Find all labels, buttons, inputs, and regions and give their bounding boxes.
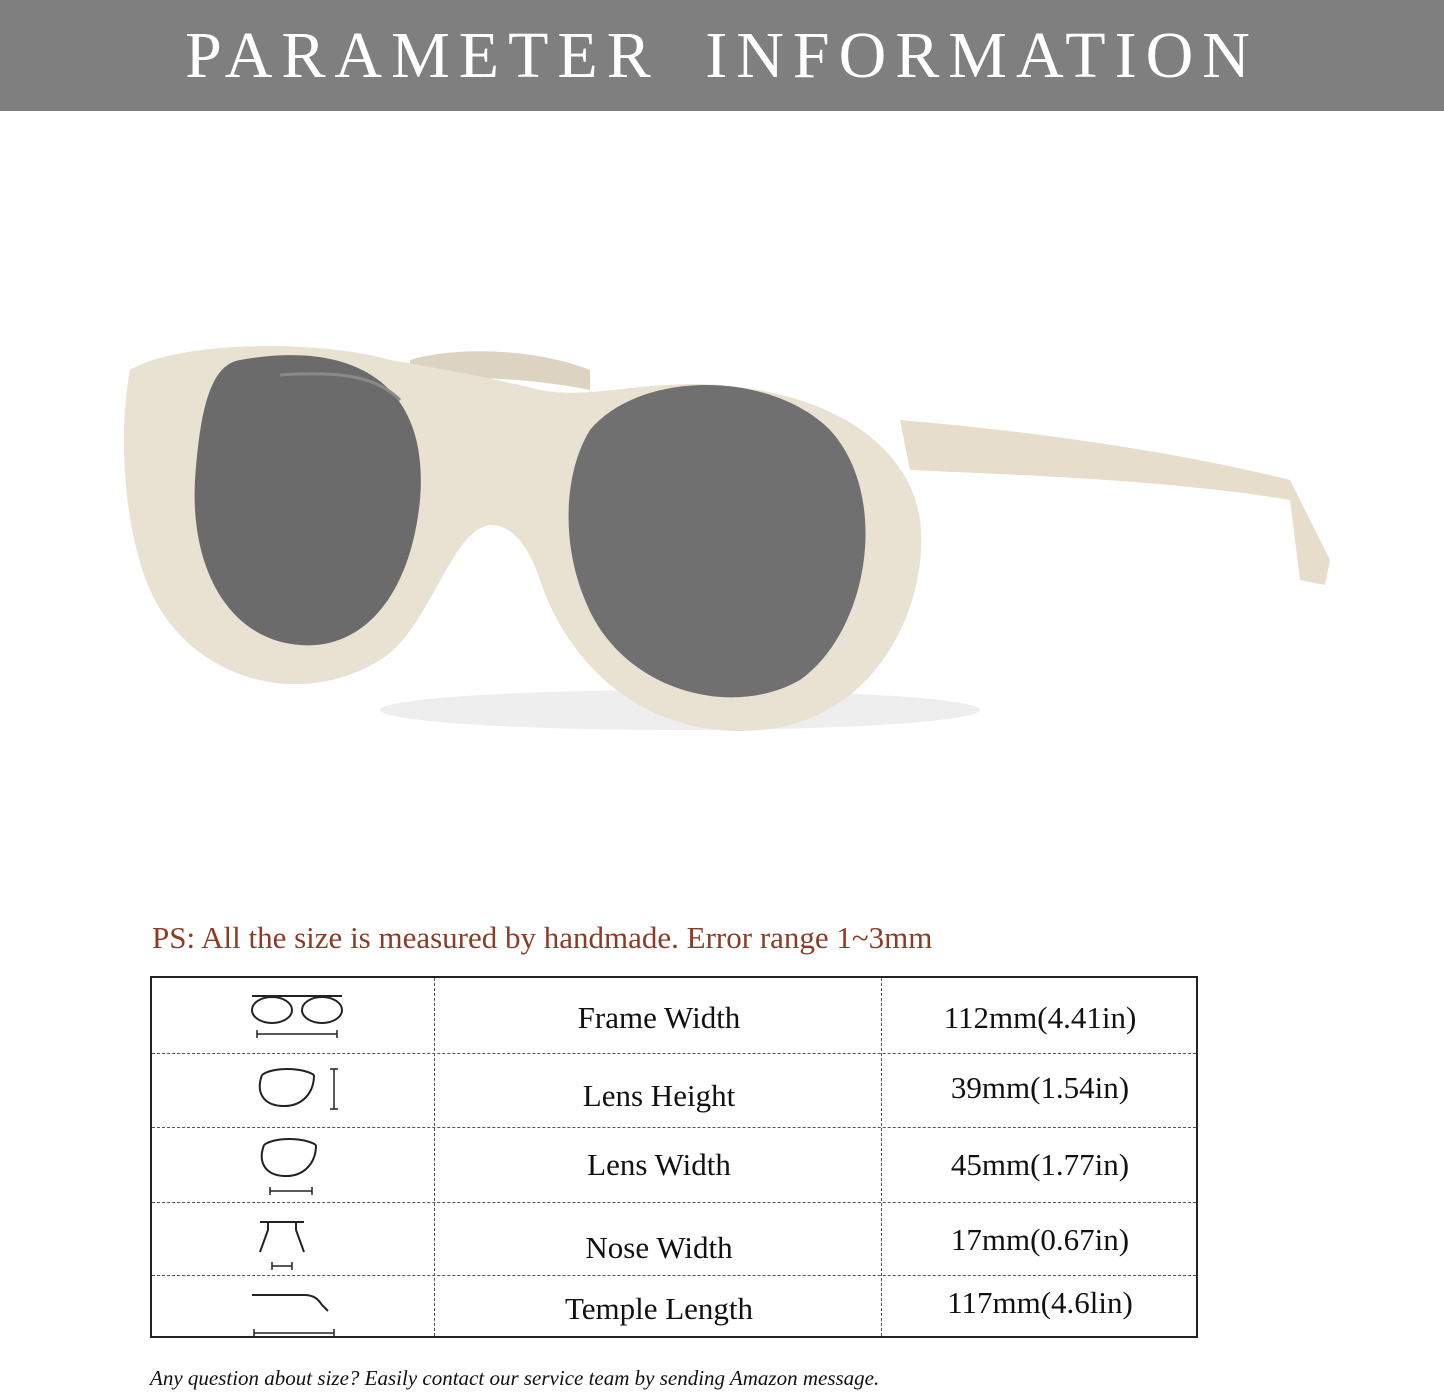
size-table	[150, 976, 1198, 1338]
measurement-note: PS: All the size is measured by handmade. Error range 1~3mm	[152, 920, 933, 955]
row-value: 112mm(4.41in)	[943, 1000, 1137, 1035]
page-title: PARAMETER INFORMATION	[185, 18, 1259, 92]
row-label: Nose Width	[585, 1230, 733, 1265]
contact-note: Any question about size? Easily contact our service team by sending Amazon message.	[150, 1366, 880, 1390]
lens-width-icon	[242, 1135, 352, 1200]
row-value: 117mm(4.6lin)	[947, 1285, 1133, 1320]
row-label: Lens Width	[587, 1147, 731, 1182]
temple-length-icon	[242, 1283, 352, 1343]
row-label: Lens Height	[582, 1078, 736, 1113]
row-value: 17mm(0.67in)	[950, 1222, 1130, 1257]
table-row	[152, 1127, 1196, 1203]
table-row	[152, 1202, 1196, 1276]
table-row	[152, 978, 1196, 1054]
row-value: 45mm(1.77in)	[950, 1147, 1130, 1182]
sunglasses-product-image	[120, 300, 1360, 780]
row-label: Temple Length	[564, 1291, 754, 1326]
header-banner	[0, 0, 1444, 111]
row-label: Frame Width	[577, 1000, 741, 1035]
lens-height-icon	[242, 1061, 352, 1121]
row-value: 39mm(1.54in)	[950, 1070, 1130, 1105]
table-row	[152, 1053, 1196, 1128]
nose-width-icon	[242, 1210, 352, 1275]
frame-width-icon	[242, 986, 352, 1046]
table-row	[152, 1275, 1196, 1336]
